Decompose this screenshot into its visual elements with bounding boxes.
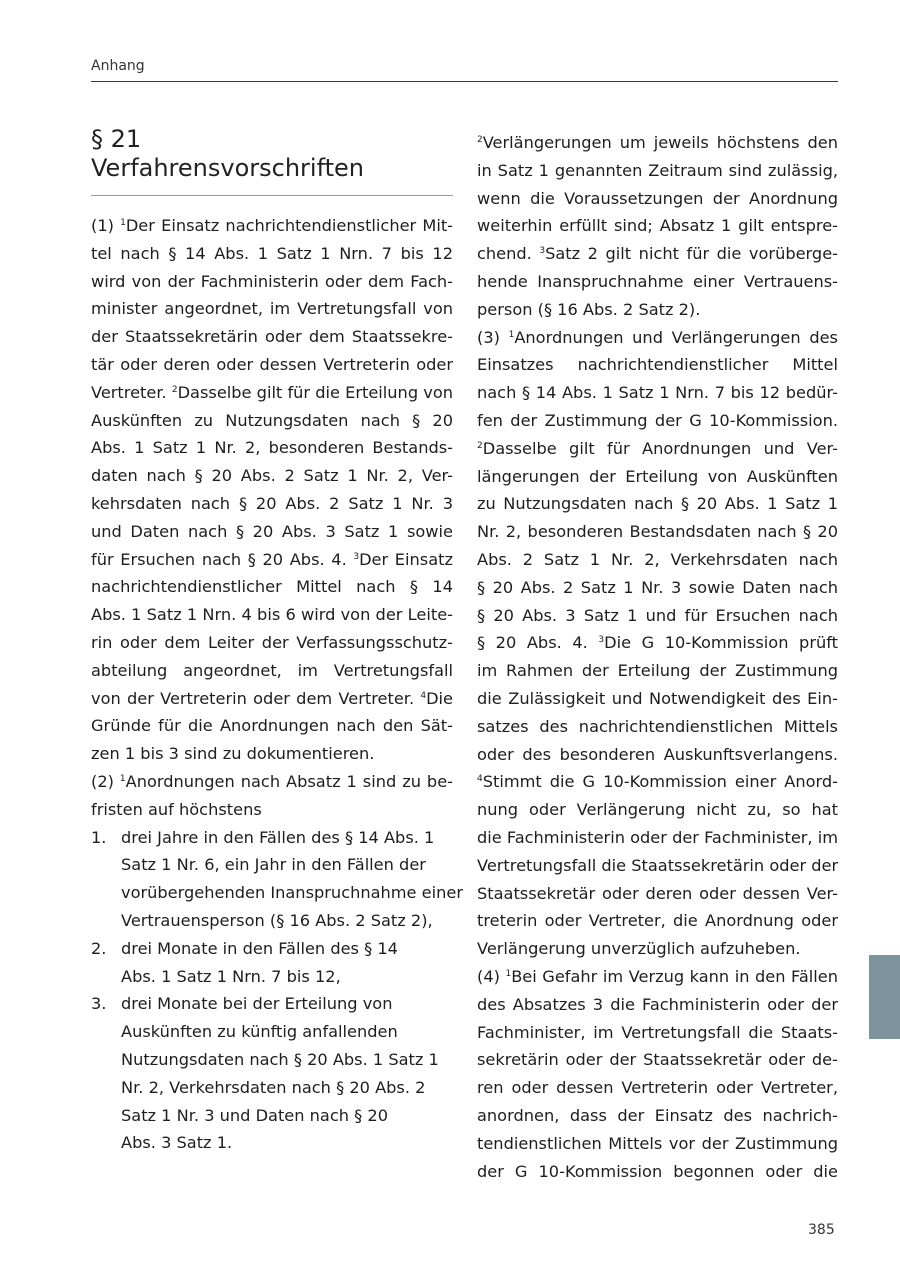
text-line: Satz 1 Nr. 6, ein Jahr in den Fällen der — [121, 855, 426, 875]
text-line: Nutzungsdaten nach § 20 Abs. 1 Satz 1 — [121, 1050, 439, 1069]
text-line: nung oder Verlängerung nicht zu, so hat — [477, 800, 838, 820]
text-line: Nr. 2, Verkehrsdaten nach § 20 Abs. 2 — [121, 1077, 426, 1097]
text-line: $^2$Dasselbe gilt für Anordnungen und Ver- — [477, 438, 838, 458]
text-line: wenn die Voraussetzungen der Anordnung — [477, 188, 838, 208]
text-line: $^4$Stimmt die G 10-Kommission einer Anord- — [477, 772, 838, 792]
list-item-number: 2. — [91, 938, 107, 958]
section-number: § 21 — [91, 125, 142, 153]
text-line: $^2$Verlängerungen um jeweils höchstens den — [477, 133, 838, 152]
text-line: fristen auf höchstens — [91, 799, 262, 819]
text-line: längerungen der Erteilung von Auskünften — [477, 466, 838, 486]
text-line: nach § 14 Abs. 1 Satz 1 Nrn. 7 bis 12 bedür- — [477, 383, 838, 403]
text-line: und Daten nach § 20 Abs. 3 Satz 1 sowie — [91, 521, 453, 541]
text-line: (2) $^1$Anordnungen nach Absatz 1 sind zu be- — [91, 772, 453, 791]
text-line: für Ersuchen nach § 20 Abs. 4. $^3$Der Einsatz — [91, 549, 453, 569]
text-line: Auskünften zu Nutzungsdaten nach § 20 — [91, 410, 453, 430]
text-line: Abs. 1 Satz 1 Nrn. 4 bis 6 wird von der Leite- — [91, 605, 453, 625]
text-line: vorübergehenden Inanspruchnahme einer — [121, 883, 463, 903]
text-line: Gründe für die Anordnungen nach den Sät- — [91, 716, 453, 736]
text-line: zu Nutzungsdaten nach § 20 Abs. 1 Satz 1 — [477, 494, 838, 514]
title-rule — [91, 195, 453, 196]
text-line: kehrsdaten nach § 20 Abs. 2 Satz 1 Nr. 3 — [91, 494, 453, 513]
text-line: drei Monate in den Fällen des § 14 — [121, 938, 398, 958]
text-line: Fachminister, im Vertretungsfall die Staats- — [477, 1022, 838, 1042]
text-line: Abs. 1 Satz 1 Nrn. 7 bis 12, — [121, 966, 341, 986]
text-line: tär oder deren oder dessen Vertreterin oder — [91, 355, 453, 374]
text-line: Auskünften zu künftig anfallenden — [121, 1022, 398, 1042]
text-line: in Satz 1 genannten Zeitraum sind zulässig, — [477, 160, 838, 180]
text-line: fen der Zustimmung der G 10-Kommission. — [477, 411, 838, 430]
text-line: Nr. 2, besonderen Bestandsdaten nach § 20 — [477, 522, 838, 542]
text-line: daten nach § 20 Abs. 2 Satz 1 Nr. 2, Ver- — [91, 466, 453, 486]
text-line: person (§ 16 Abs. 2 Satz 2). — [477, 299, 701, 319]
list-item-number: 3. — [91, 994, 107, 1014]
text-line: rin oder dem Leiter der Verfassungsschutz- — [91, 633, 453, 652]
text-line: anordnen, dass der Einsatz des nachrich- — [477, 1106, 838, 1125]
text-line: weiterhin erfüllt sind; Absatz 1 gilt entspre- — [477, 216, 838, 236]
text-line: satzes des nachrichtendienstlichen Mittels — [477, 716, 838, 736]
text-line: § 20 Abs. 3 Satz 1 und für Ersuchen nach — [477, 605, 838, 625]
text-line: drei Monate bei der Erteilung von — [121, 994, 393, 1014]
text-line: Abs. 2 Satz 1 Nr. 2, Verkehrsdaten nach — [477, 550, 838, 569]
text-line: zen 1 bis 3 sind zu dokumentieren. — [91, 744, 375, 764]
text-line: treterin oder Vertreter, die Anordnung oder — [477, 911, 838, 931]
text-line: ren oder dessen Vertreterin oder Vertreter, — [477, 1078, 838, 1098]
text-line: nachrichtendienstlicher Mittel nach § 14 — [91, 577, 453, 597]
text-line: hende Inanspruchnahme einer Vertrauens- — [477, 272, 838, 291]
header-rule — [91, 81, 838, 82]
text-line: Verlängerung unverzüglich aufzuheben. — [477, 939, 801, 959]
text-line: der Staatssekretärin oder dem Staatssekre- — [91, 327, 453, 347]
text-line: (4) $^1$Bei Gefahr im Verzug kann in den Fällen — [477, 967, 838, 986]
text-line: oder des besonderen Auskunftsverlangens. — [477, 744, 838, 764]
text-line: minister angeordnet, im Vertretungsfall von — [91, 299, 453, 319]
text-line: der G 10-Kommission begonnen oder die — [477, 1161, 838, 1181]
text-line: tel nach § 14 Abs. 1 Satz 1 Nrn. 7 bis 12 — [91, 243, 453, 263]
text-line: im Rahmen der Erteilung der Zustimmung — [477, 661, 838, 681]
text-line: drei Jahre in den Fällen des § 14 Abs. 1 — [121, 827, 435, 847]
text-line: Satz 1 Nr. 3 und Daten nach § 20 — [121, 1105, 388, 1125]
text-line: Vertreter. $^2$Dasselbe gilt für die Erteilung von — [91, 382, 453, 402]
text-line: tendienstlichen Mittels vor der Zustimmung — [477, 1133, 838, 1153]
text-line: (3) $^1$Anordnungen und Verlängerungen des — [477, 327, 838, 347]
text-line: wird von der Fachministerin oder dem Fach- — [91, 271, 453, 291]
text-line: die Fachministerin oder der Fachminister, im — [477, 828, 838, 847]
text-line: Einsatzes nachrichtendienstlicher Mittel — [477, 355, 838, 375]
chapter-side-tab — [869, 955, 900, 1039]
text-line: (1) $^1$Der Einsatz nachrichtendienstlicher Mit- — [91, 216, 454, 235]
text-line: Vertrauensperson (§ 16 Abs. 2 Satz 2), — [121, 911, 433, 930]
text-line: des Absatzes 3 die Fachministerin oder der — [477, 994, 838, 1014]
list-item-number: 1. — [91, 827, 107, 847]
text-line: die Zulässigkeit und Notwendigkeit des Ein- — [477, 689, 838, 708]
section-title: Verfahrensvorschriften — [91, 154, 364, 182]
text-line: Abs. 1 Satz 1 Nr. 2, besonderen Bestands- — [91, 438, 453, 458]
running-header: Anhang — [91, 58, 145, 74]
text-line: Vertretungsfall die Staatssekretärin oder der — [477, 855, 839, 875]
text-line: chend. $^3$Satz 2 gilt nicht für die vorüberge- — [477, 244, 839, 264]
text-line: Staatssekretär oder deren oder dessen Ver- — [477, 883, 838, 903]
text-line: abteilung angeordnet, im Vertretungsfall — [91, 660, 453, 680]
text-line: sekretärin oder der Staatssekretär oder de- — [477, 1050, 838, 1070]
text-line: Abs. 3 Satz 1. — [121, 1133, 233, 1153]
text-line: von der Vertreterin oder dem Vertreter. $^4$Die — [91, 688, 453, 708]
text-line: § 20 Abs. 2 Satz 1 Nr. 3 sowie Daten nach — [477, 577, 838, 597]
text-line: § 20 Abs. 4. $^3$Die G 10-Kommission prüft — [477, 633, 838, 653]
page-number: 385 — [808, 1222, 835, 1238]
